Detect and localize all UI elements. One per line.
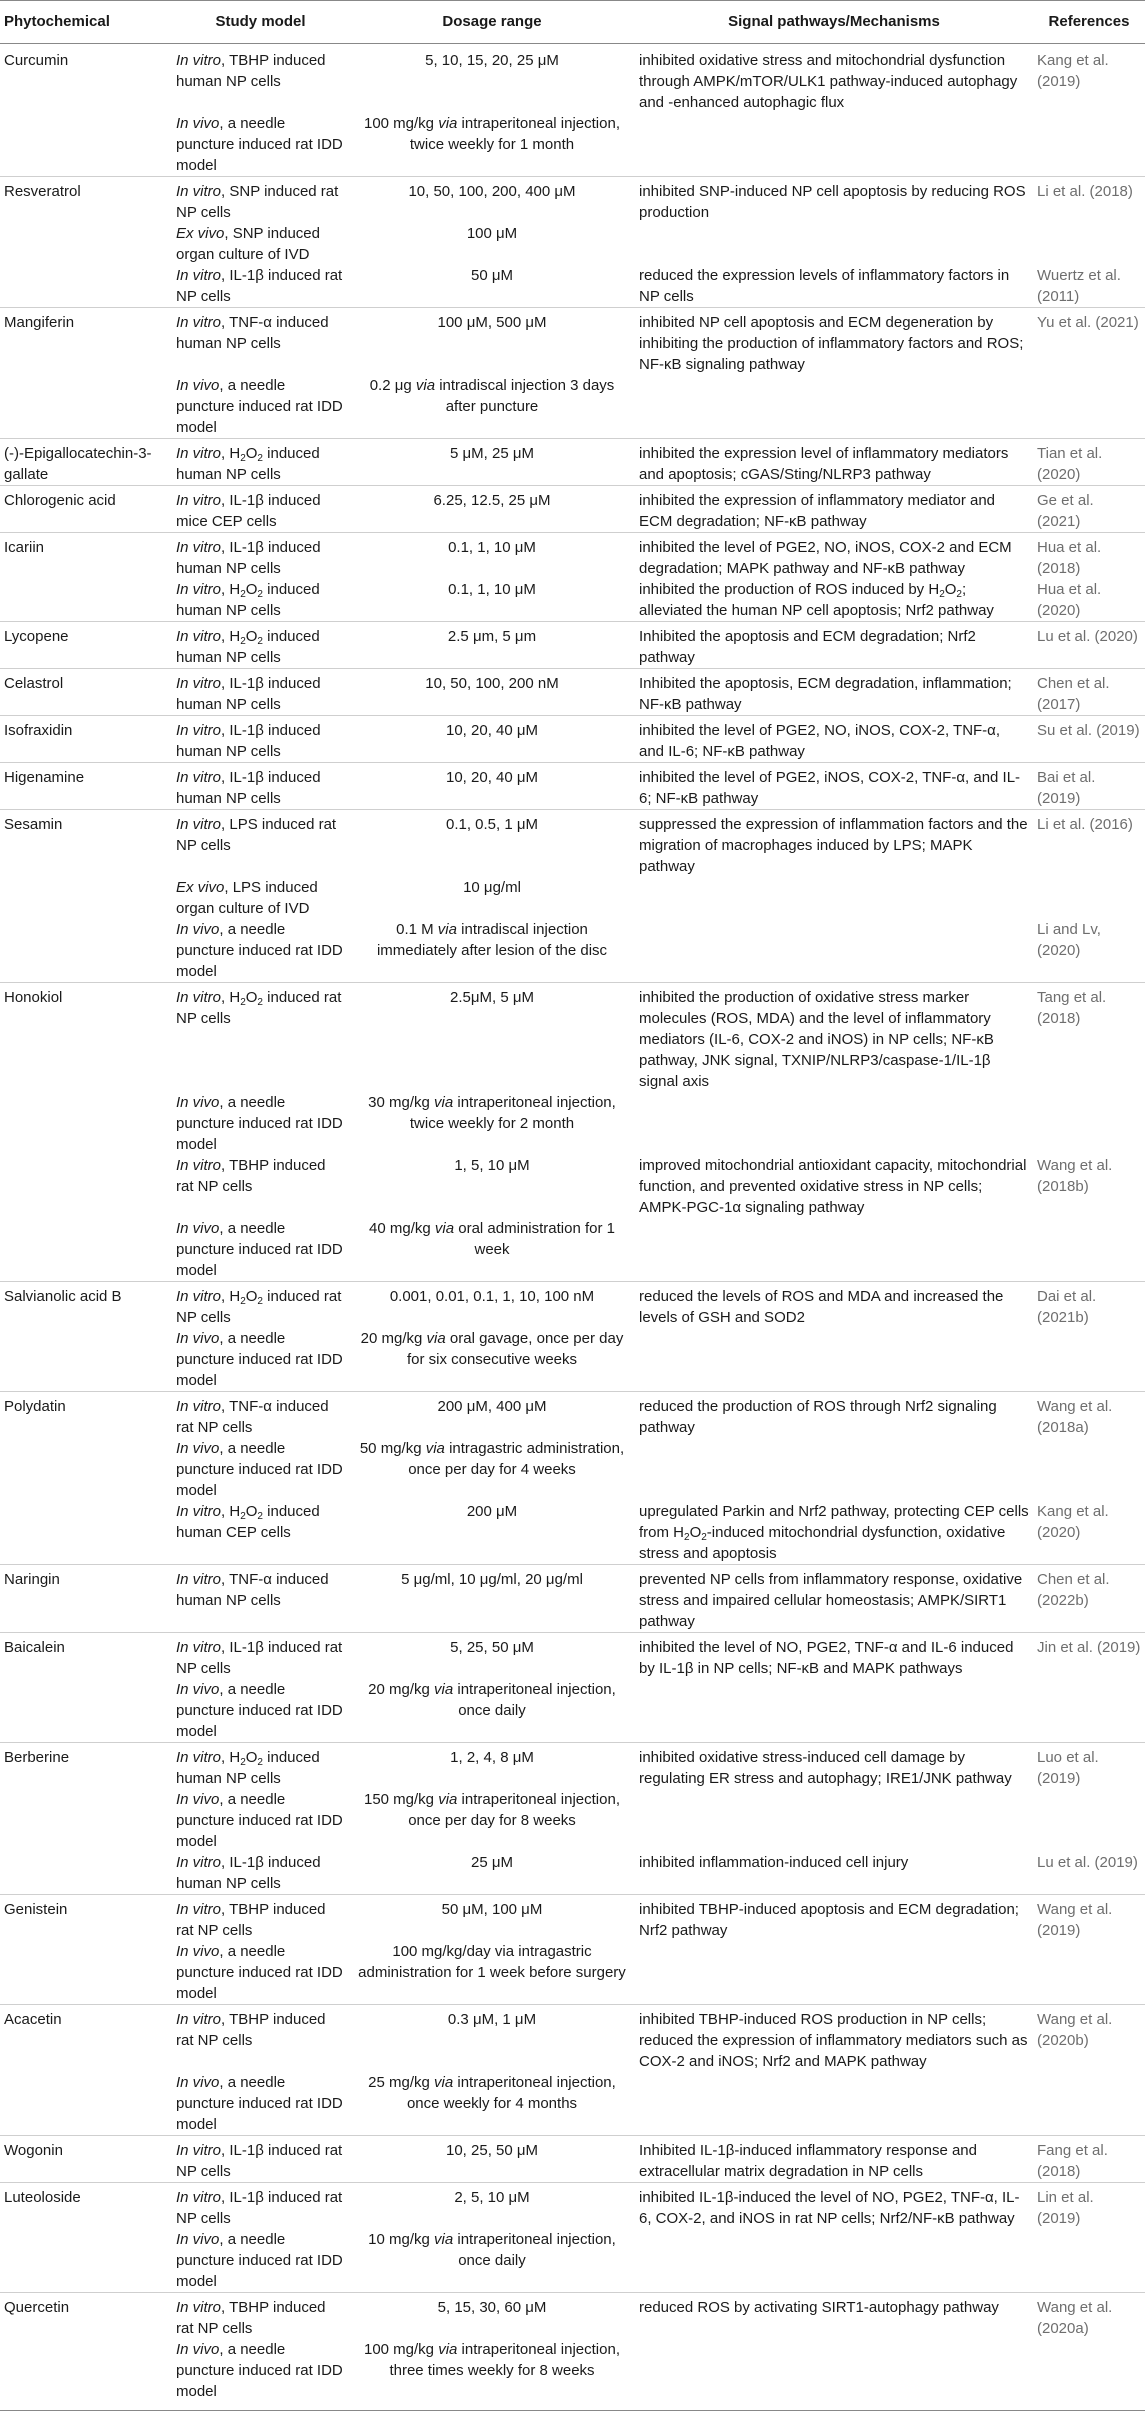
dosage-cell: 100 mg/kg via intraperitoneal injection, twice weekly for 1 month	[363, 115, 620, 153]
mechanism-cell: reduced the production of ROS through Nrf2 signaling pathway	[635, 1392, 1033, 1439]
phytochemical-cell: Genistein	[0, 1895, 172, 1942]
phytochemical-cell: Icariin	[0, 533, 172, 580]
study-model-cell: In vivo, a needle puncture induced rat IDD model	[176, 1094, 343, 1153]
reference-cell: Yu et al. (2021)	[1033, 308, 1145, 376]
study-model-cell: In vitro, TNF-α induced human NP cells	[172, 1565, 349, 1633]
table-row	[0, 919, 1145, 983]
table-row	[0, 1155, 1145, 1218]
study-model-cell: In vitro, $H_2O_2$ induced human NP cells	[172, 1743, 349, 1790]
dosage-cell: 25 μM	[471, 1854, 513, 1871]
mechanism-cell: inhibited TBHP-induced ROS production in NP cells; reduced the expression of inflammatory mediators such as COX-2 and iNOS; Nrf2 and MAPK pathway	[635, 2005, 1033, 2073]
reference-cell	[1033, 2339, 1145, 2411]
table-row	[0, 44, 1145, 114]
phytochemical-cell: Acacetin	[0, 2005, 172, 2073]
reference-cell: Luo et al. (2019)	[1033, 1743, 1145, 1790]
dosage-cell: 100 μM, 500 μM	[349, 308, 635, 376]
dosage-cell: 0.001, 0.01, 0.1, 1, 10, 100 nM	[349, 1282, 635, 1329]
phytochemical-cell: Isofraxidin	[0, 716, 172, 763]
reference-cell: Jin et al. (2019)	[1033, 1633, 1145, 1680]
table-row	[0, 1895, 1145, 1942]
table-row	[0, 1438, 1145, 1501]
phytochemical-cell: Baicalein	[0, 1633, 172, 1680]
table-body	[0, 44, 1145, 2411]
phytochemical-cell	[0, 265, 172, 308]
reference-cell: Lu et al. (2020)	[1033, 622, 1145, 669]
phytochemical-cell: Higenamine	[0, 763, 172, 810]
dosage-cell: 10, 25, 50 μM	[349, 2136, 635, 2183]
dosage-cell: 10, 20, 40 μM	[349, 716, 635, 763]
table-row	[0, 2229, 1145, 2293]
mechanism-cell: inhibited inflammation-induced cell injury	[639, 1854, 909, 1871]
table-row	[0, 308, 1145, 376]
study-model-cell: In vitro, TNF-α induced rat NP cells	[172, 1392, 349, 1439]
dosage-cell: 10, 20, 40 μM	[349, 763, 635, 810]
dosage-cell: 5, 10, 15, 20, 25 μM	[425, 52, 559, 69]
dosage-cell: 0.3 μM, 1 μM	[349, 2005, 635, 2073]
phytochemical-cell: Wogonin	[0, 2136, 172, 2183]
dosage-cell: 1, 2, 4, 8 μM	[349, 1743, 635, 1790]
reference-cell	[1033, 223, 1145, 265]
mechanism-cell	[635, 1438, 1033, 1501]
phytochemical-cell: Celastrol	[0, 669, 172, 716]
mechanism-cell	[635, 1328, 1033, 1392]
table-row	[0, 375, 1145, 439]
table-row	[0, 1501, 1145, 1565]
reference-cell: Fang et al. (2018)	[1033, 2136, 1145, 2183]
study-model-cell: In vitro, $H_2O_2$ induced human CEP cells	[176, 1503, 320, 1541]
table-row	[0, 1789, 1145, 1852]
table-row	[0, 1092, 1145, 1155]
phytochemical-cell	[0, 1501, 172, 1565]
study-model-cell: In vitro, SNP induced rat NP cells	[172, 177, 349, 224]
table-row	[0, 1941, 1145, 2005]
phytochemical-cell: Honokiol	[0, 983, 172, 1093]
header-mechanisms: Signal pathways/Mechanisms	[635, 1, 1033, 44]
dosage-cell: 0.2 μg via intradiscal injection 3 days after puncture	[369, 377, 615, 415]
mechanism-cell: Inhibited the apoptosis and ECM degradation; Nrf2 pathway	[635, 622, 1033, 669]
reference-cell	[1033, 1328, 1145, 1392]
table-row	[0, 439, 1145, 486]
dosage-cell: 150 mg/kg via intraperitoneal injection, once per day for 8 weeks	[363, 1791, 620, 1829]
table-row	[0, 716, 1145, 763]
mechanism-cell: improved mitochondrial antioxidant capacity, mitochondrial function, and prevented oxidative stress in NP cells; AMPK-PGC-1α signaling pathway	[639, 1157, 1027, 1216]
phytochemical-cell: Curcumin	[4, 52, 69, 69]
dosage-cell: 10 μg/ml	[463, 879, 521, 896]
mechanism-cell: inhibited oxidative stress-induced cell damage by regulating ER stress and autophagy; IRE1/JNK pathway	[635, 1743, 1033, 1790]
reference-cell: Chen et al. (2022b)	[1033, 1565, 1145, 1633]
table-row	[0, 2293, 1145, 2340]
study-model-cell: In vitro, $H_2O_2$ induced human NP cells	[176, 581, 320, 619]
table-row	[0, 2183, 1145, 2230]
study-model-cell: In vitro, TBHP induced rat NP cells	[176, 1157, 326, 1195]
mechanism-cell	[635, 919, 1033, 983]
mechanism-cell: reduced ROS by activating SIRT1-autophagy pathway	[635, 2293, 1033, 2340]
reference-cell: Lu et al. (2019)	[1037, 1854, 1138, 1871]
mechanism-cell	[635, 2339, 1033, 2411]
study-model-cell: In vitro, IL-1β induced rat NP cells	[172, 2136, 349, 2183]
phytochemical-cell	[0, 2072, 172, 2136]
phytochemical-cell: Resveratrol	[0, 177, 172, 224]
phytochemical-cell	[0, 1679, 172, 1743]
table-row	[0, 1743, 1145, 1790]
dosage-cell: 2, 5, 10 μM	[349, 2183, 635, 2230]
table-row	[0, 1565, 1145, 1633]
study-model-cell: In vivo, a needle puncture induced rat IDD model	[176, 1220, 343, 1279]
phytochemical-cell	[0, 877, 172, 919]
reference-cell: Bai et al. (2019)	[1033, 763, 1145, 810]
dosage-cell: 200 μM	[466, 1503, 518, 1520]
study-model-cell: In vivo, a needle puncture induced rat IDD model	[176, 377, 343, 436]
study-model-cell: In vivo, a needle puncture induced rat IDD model	[176, 1791, 343, 1850]
reference-cell	[1033, 1092, 1145, 1155]
phytochemical-cell	[0, 2229, 172, 2293]
study-model-cell: In vitro, TBHP induced rat NP cells	[172, 2005, 349, 2073]
study-model-cell: In vivo, a needle puncture induced rat IDD model	[176, 921, 343, 980]
study-model-cell: In vitro, IL-1β induced human NP cells	[172, 716, 349, 763]
mechanism-cell: inhibited IL-1β-induced the level of NO, PGE2, TNF-α, IL-6, COX-2, and iNOS in rat NP cells; Nrf2/NF-κB pathway	[635, 2183, 1033, 2230]
mechanism-cell: inhibited the production of ROS induced by $H_2O_2$; alleviated the human NP cell apoptosis; Nrf2 pathway	[639, 581, 994, 619]
dosage-cell: 0.1, 0.5, 1 μM	[349, 810, 635, 878]
reference-cell	[1033, 1218, 1145, 1282]
mechanism-cell: upregulated Parkin and Nrf2 pathway, protecting CEP cells from $H_2O_2$-induced mitochondrial dysfunction, oxidative stress and apoptosis	[639, 1503, 1029, 1562]
study-model-cell: In vitro, IL-1β induced human NP cells	[172, 763, 349, 810]
header-dosage-range: Dosage range	[349, 1, 635, 44]
table-row	[0, 2005, 1145, 2073]
dosage-cell: 25 mg/kg via intraperitoneal injection, once weekly for 4 months	[368, 2074, 616, 2112]
table-row	[0, 1328, 1145, 1392]
table-row	[0, 669, 1145, 716]
reference-cell: Wang et al. (2018b)	[1037, 1157, 1113, 1195]
mechanism-cell	[635, 223, 1033, 265]
study-model-cell: In vitro, $H_2O_2$ induced human NP cells	[172, 622, 349, 669]
study-model-cell: In vitro, IL-1β induced rat NP cells	[172, 2183, 349, 2230]
dosage-cell: 10 mg/kg via intraperitoneal injection, once daily	[368, 2231, 616, 2269]
study-model-cell: In vivo, a needle puncture induced rat IDD model	[176, 1440, 343, 1499]
phytochemical-cell	[0, 223, 172, 265]
table-row	[0, 265, 1145, 308]
dosage-cell: 2.5μM, 5 μM	[349, 983, 635, 1093]
phytochemical-cell: Luteoloside	[0, 2183, 172, 2230]
phytochemical-cell: Lycopene	[0, 622, 172, 669]
reference-cell: Wang et al. (2019)	[1033, 1895, 1145, 1942]
phytochemical-cell	[0, 2339, 172, 2411]
table-row	[0, 579, 1145, 622]
phytochemical-cell: Chlorogenic acid	[0, 486, 172, 533]
dosage-cell: 100 μM	[466, 225, 518, 242]
mechanism-cell	[635, 1218, 1033, 1282]
phytochemical-cell	[0, 579, 172, 622]
study-model-cell: In vitro, $H_2O_2$ induced human NP cells	[172, 439, 349, 486]
table-row	[0, 983, 1145, 1093]
study-model-cell: Ex vivo, SNP induced organ culture of IVD	[176, 225, 320, 263]
mechanism-cell: inhibited TBHP-induced apoptosis and ECM degradation; Nrf2 pathway	[635, 1895, 1033, 1942]
mechanism-cell: inhibited the level of NO, PGE2, TNF-α and IL-6 induced by IL-1β in NP cells; NF-κB and MAPK pathways	[635, 1633, 1033, 1680]
phytochemical-cell: Mangiferin	[0, 308, 172, 376]
mechanism-cell: inhibited the level of PGE2, iNOS, COX-2, TNF-α, and IL-6; NF-κB pathway	[635, 763, 1033, 810]
phytochemical-cell: Polydatin	[0, 1392, 172, 1439]
table-row	[0, 763, 1145, 810]
phytochemical-cell	[0, 1092, 172, 1155]
study-model-cell: In vivo, a needle puncture induced rat IDD model	[176, 115, 343, 174]
mechanism-cell: Inhibited the apoptosis, ECM degradation, inflammation; NF-κB pathway	[635, 669, 1033, 716]
table-row	[0, 2136, 1145, 2183]
header-phytochemical: Phytochemical	[0, 1, 172, 44]
mechanism-cell	[635, 1092, 1033, 1155]
reference-cell: Hua et al. (2020)	[1037, 581, 1102, 619]
reference-cell	[1033, 375, 1145, 439]
mechanism-cell	[635, 877, 1033, 919]
table-row	[0, 1679, 1145, 1743]
mechanism-cell: inhibited the level of PGE2, NO, iNOS, COX-2 and ECM degradation; MAPK pathway and NF-κB pathway	[635, 533, 1033, 580]
phytochemical-cell: Salvianolic acid B	[0, 1282, 172, 1329]
dosage-cell: 10, 50, 100, 200, 400 μM	[349, 177, 635, 224]
dosage-cell: 0.1, 1, 10 μM	[349, 533, 635, 580]
mechanism-cell: inhibited SNP-induced NP cell apoptosis by reducing ROS production	[635, 177, 1033, 224]
study-model-cell: In vitro, TBHP induced rat NP cells	[172, 1895, 349, 1942]
mechanism-cell: reduced the expression levels of inflammatory factors in NP cells	[639, 267, 1010, 305]
reference-cell	[1033, 2072, 1145, 2136]
table-row	[0, 223, 1145, 265]
reference-cell: Kang et al. (2020)	[1037, 1503, 1109, 1541]
study-model-cell: In vivo, a needle puncture induced rat IDD model	[176, 2074, 343, 2133]
dosage-cell: 0.1 M via intradiscal injection immediately after lesion of the disc	[376, 921, 608, 959]
phytochemical-cell	[0, 1789, 172, 1852]
phytochemical-cell	[0, 919, 172, 983]
study-model-cell: In vitro, IL-1β induced mice CEP cells	[172, 486, 349, 533]
phytochemical-cell	[0, 1328, 172, 1392]
table-row	[0, 1392, 1145, 1439]
phytochemical-cell	[0, 1941, 172, 2005]
reference-cell: Lin et al. (2019)	[1033, 2183, 1145, 2230]
reference-cell: Tian et al. (2020)	[1033, 439, 1145, 486]
dosage-cell: 50 mg/kg via intragastric administration, once per day for 4 weeks	[359, 1440, 625, 1478]
reference-cell: Ge et al. (2021)	[1033, 486, 1145, 533]
table-row	[0, 1218, 1145, 1282]
phytochemical-cell: Sesamin	[0, 810, 172, 878]
reference-cell	[1033, 1679, 1145, 1743]
mechanism-cell: inhibited oxidative stress and mitochondrial dysfunction through AMPK/mTOR/ULK1 pathway-induced autophagy and -enhanced autophagic flux	[639, 52, 1018, 111]
study-model-cell: In vivo, a needle puncture induced rat IDD model	[176, 1330, 343, 1389]
phytochemical-cell: Naringin	[0, 1565, 172, 1633]
study-model-cell: In vitro, IL-1β induced human NP cells	[176, 1854, 321, 1892]
study-model-cell: In vitro, LPS induced rat NP cells	[172, 810, 349, 878]
dosage-cell: 20 mg/kg via oral gavage, once per day for six consecutive weeks	[360, 1330, 624, 1368]
dosage-cell: 20 mg/kg via intraperitoneal injection, once daily	[368, 1681, 616, 1719]
phytochemical-cell	[0, 1218, 172, 1282]
study-model-cell: In vivo, a needle puncture induced rat IDD model	[176, 2231, 343, 2290]
mechanism-cell	[635, 113, 1033, 177]
dosage-cell: 50 μM, 100 μM	[349, 1895, 635, 1942]
table-row	[0, 486, 1145, 533]
reference-cell	[1033, 2229, 1145, 2293]
mechanism-cell: inhibited NP cell apoptosis and ECM degeneration by inhibiting the production of inflammatory factors and ROS; NF-κB signaling pathway	[635, 308, 1033, 376]
phytochemical-cell: Quercetin	[0, 2293, 172, 2340]
dosage-cell: 40 mg/kg via oral administration for 1 week	[369, 1220, 615, 1258]
mechanism-cell	[635, 1789, 1033, 1852]
phytochemical-cell	[0, 1155, 172, 1218]
table-row	[0, 1633, 1145, 1680]
mechanism-cell: suppressed the expression of inflammation factors and the migration of macrophages induced by LPS; MAPK pathway	[635, 810, 1033, 878]
reference-cell: Li et al. (2016)	[1033, 810, 1145, 878]
table-row	[0, 877, 1145, 919]
study-model-cell: In vivo, a needle puncture induced rat IDD model	[176, 1943, 343, 2002]
study-model-cell: In vitro, $H_2O_2$ induced rat NP cells	[172, 1282, 349, 1329]
mechanism-cell: inhibited the expression of inflammatory mediator and ECM degradation; NF-κB pathway	[635, 486, 1033, 533]
study-model-cell: Ex vivo, LPS induced organ culture of IVD	[176, 879, 318, 917]
reference-cell: Li et al. (2018)	[1033, 177, 1145, 224]
dosage-cell: 100 mg/kg via intraperitoneal injection, three times weekly for 8 weeks	[349, 2339, 635, 2411]
table-row	[0, 113, 1145, 177]
reference-cell	[1033, 1941, 1145, 2005]
dosage-cell: 0.1, 1, 10 μM	[448, 581, 536, 598]
reference-cell: Dai et al. (2021b)	[1033, 1282, 1145, 1329]
phytochemical-cell	[0, 113, 172, 177]
table-row	[0, 810, 1145, 878]
reference-cell	[1033, 1789, 1145, 1852]
dosage-cell: 5, 15, 30, 60 μM	[349, 2293, 635, 2340]
study-model-cell: In vitro, TBHP induced human NP cells	[176, 52, 326, 90]
table-row	[0, 533, 1145, 580]
study-model-cell: In vitro, IL-1β induced rat NP cells	[172, 1633, 349, 1680]
dosage-cell: 5, 25, 50 μM	[349, 1633, 635, 1680]
mechanism-cell	[635, 2229, 1033, 2293]
mechanism-cell	[635, 1679, 1033, 1743]
mechanism-cell: inhibited the expression level of inflammatory mediators and apoptosis; cGAS/Sting/NLRP3 pathway	[635, 439, 1033, 486]
reference-cell	[1033, 877, 1145, 919]
table-row	[0, 177, 1145, 224]
dosage-cell: 6.25, 12.5, 25 μM	[349, 486, 635, 533]
table-row	[0, 2072, 1145, 2136]
reference-cell	[1033, 113, 1145, 177]
study-model-cell: In vitro, TBHP induced rat NP cells	[172, 2293, 349, 2340]
study-model-cell: In vitro, IL-1β induced human NP cells	[172, 669, 349, 716]
header-study-model: Study model	[172, 1, 349, 44]
study-model-cell: In vitro, TNF-α induced human NP cells	[172, 308, 349, 376]
reference-cell: Tang et al. (2018)	[1033, 983, 1145, 1093]
mechanism-cell	[635, 1941, 1033, 2005]
dosage-cell: 10, 50, 100, 200 nM	[349, 669, 635, 716]
mechanism-cell	[635, 375, 1033, 439]
phytochemical-cell	[0, 375, 172, 439]
dosage-cell: 200 μM, 400 μM	[349, 1392, 635, 1439]
table-header-row	[0, 1, 1145, 44]
header-references: References	[1033, 1, 1145, 44]
mechanism-cell: Inhibited IL-1β-induced inflammatory response and extracellular matrix degradation in NP cells	[635, 2136, 1033, 2183]
reference-cell: Wang et al. (2020a)	[1033, 2293, 1145, 2340]
study-model-cell: In vitro, IL-1β induced human NP cells	[172, 533, 349, 580]
study-model-cell: In vitro, IL-1β induced rat NP cells	[176, 267, 343, 305]
dosage-cell: 2.5 μm, 5 μm	[349, 622, 635, 669]
table-row	[0, 622, 1145, 669]
mechanism-cell	[635, 2072, 1033, 2136]
reference-cell: Wang et al. (2018a)	[1033, 1392, 1145, 1439]
reference-cell	[1033, 1438, 1145, 1501]
reference-cell: Wang et al. (2020b)	[1033, 2005, 1145, 2073]
dosage-cell: 50 μM	[471, 267, 513, 284]
dosage-cell: 100 mg/kg/day via intragastric administration for 1 week before surgery	[358, 1943, 626, 1981]
mechanism-cell: prevented NP cells from inflammatory response, oxidative stress and impaired cellular homeostasis; AMPK/SIRT1 pathway	[635, 1565, 1033, 1633]
reference-cell: Su et al. (2019)	[1033, 716, 1145, 763]
dosage-cell: 5 μg/ml, 10 μg/ml, 20 μg/ml	[349, 1565, 635, 1633]
mechanism-cell: reduced the levels of ROS and MDA and increased the levels of GSH and SOD2	[635, 1282, 1033, 1329]
phytochemical-cell: Berberine	[0, 1743, 172, 1790]
phytochemical-cell	[0, 1852, 172, 1895]
study-model-cell: In vitro, $H_2O_2$ induced rat NP cells	[172, 983, 349, 1093]
table-row	[0, 1852, 1145, 1895]
reference-cell: Kang et al. (2019)	[1037, 52, 1109, 90]
reference-cell: Chen et al. (2017)	[1033, 669, 1145, 716]
study-model-cell: In vivo, a needle puncture induced rat IDD model	[176, 1681, 343, 1740]
phytochemical-cell: (-)-Epigallocatechin-3-gallate	[0, 439, 172, 486]
dosage-cell: 5 μM, 25 μM	[349, 439, 635, 486]
mechanism-cell: inhibited the level of PGE2, NO, iNOS, COX-2, TNF-α, and IL-6; NF-κB pathway	[635, 716, 1033, 763]
phytochemical-cell	[0, 1438, 172, 1501]
dosage-cell: 1, 5, 10 μM	[454, 1157, 530, 1174]
table-row	[0, 1282, 1145, 1329]
reference-cell: Wuertz et al. (2011)	[1037, 267, 1121, 305]
study-model-cell: In vivo, a needle puncture induced rat IDD model	[172, 2339, 349, 2411]
reference-cell: Li and Lv, (2020)	[1037, 921, 1101, 959]
table-row	[0, 2339, 1145, 2411]
dosage-cell: 30 mg/kg via intraperitoneal injection, twice weekly for 2 month	[368, 1094, 616, 1132]
mechanism-cell: inhibited the production of oxidative stress marker molecules (ROS, MDA) and the level of inflammatory mediators (IL-6, COX-2 and iNOS) in NP cells; NF-κB pathway, JNK signal, TXNIP/NLRP3/caspase-1/IL-1β signal axis	[635, 983, 1033, 1093]
reference-cell: Hua et al. (2018)	[1033, 533, 1145, 580]
